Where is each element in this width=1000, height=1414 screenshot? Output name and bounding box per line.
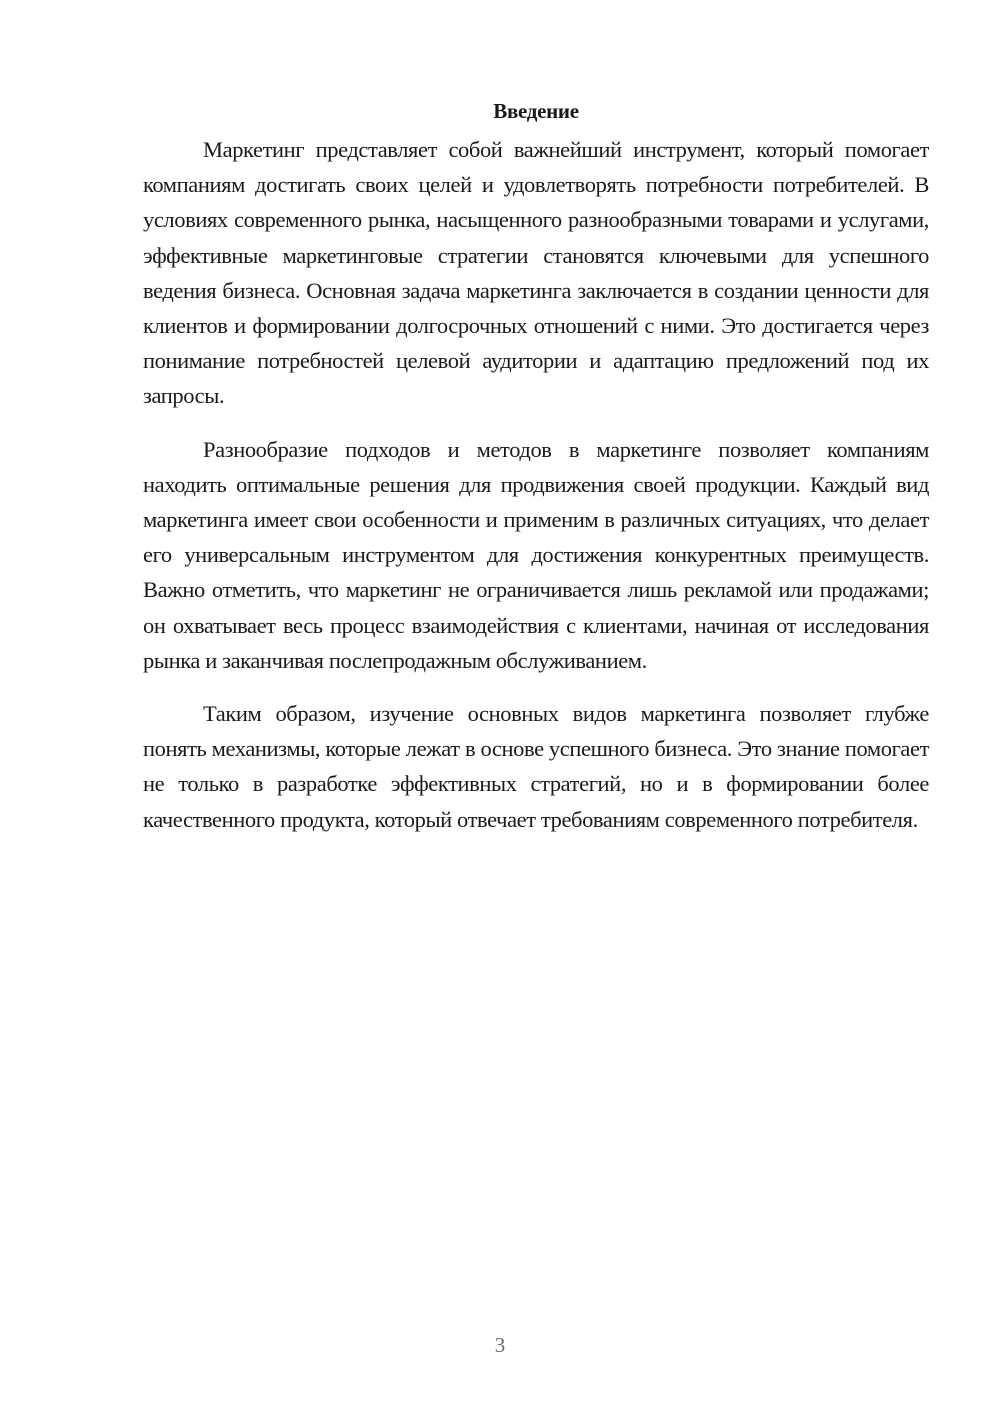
- paragraph-3: Таким образом, изучение основных видов маркетинга позволяет глубже понять механизмы, которые лежат в основе успешного бизнеса. Это знание помогает не только в разработке эффективных стратегий, но и в формировании более качественного продукта, который отвечает требованиям современного потребителя.: [143, 701, 929, 832]
- document-page: [143, 96, 929, 855]
- section-heading: Введение: [493, 99, 579, 123]
- page-number: 3: [494, 1333, 506, 1357]
- paragraph-1: Маркетинг представляет собой важнейший инструмент, который помогает компаниям достигать своих целей и удовлетворять потребности потребителей. В условиях современного рынка, насыщенного разнообразными товарами и услугами, эффективные маркетинговые стратегии становятся ключевыми для успешного ведения бизнеса. Основная задача маркетинга заключается в создании ценности для клиентов и формировании долгосрочных отношений с ними. Это достигается через понимание потребностей целевой аудитории и адаптацию предложений под их запросы.: [143, 137, 929, 409]
- paragraph-2: Разнообразие подходов и методов в маркетинге позволяет компаниям находить оптимальные решения для продвижения своей продукции. Каждый вид маркетинга имеет свои особенности и применим в различных ситуациях, что делает его универсальным инструментом для достижения конкурентных преимуществ. Важно отметить, что маркетинг не ограничивается лишь рекламой или продажами; он охватывает весь процесс взаимодействия с клиентами, начиная от исследования рынка и заканчивая послепродажным обслуживанием.: [143, 436, 929, 673]
